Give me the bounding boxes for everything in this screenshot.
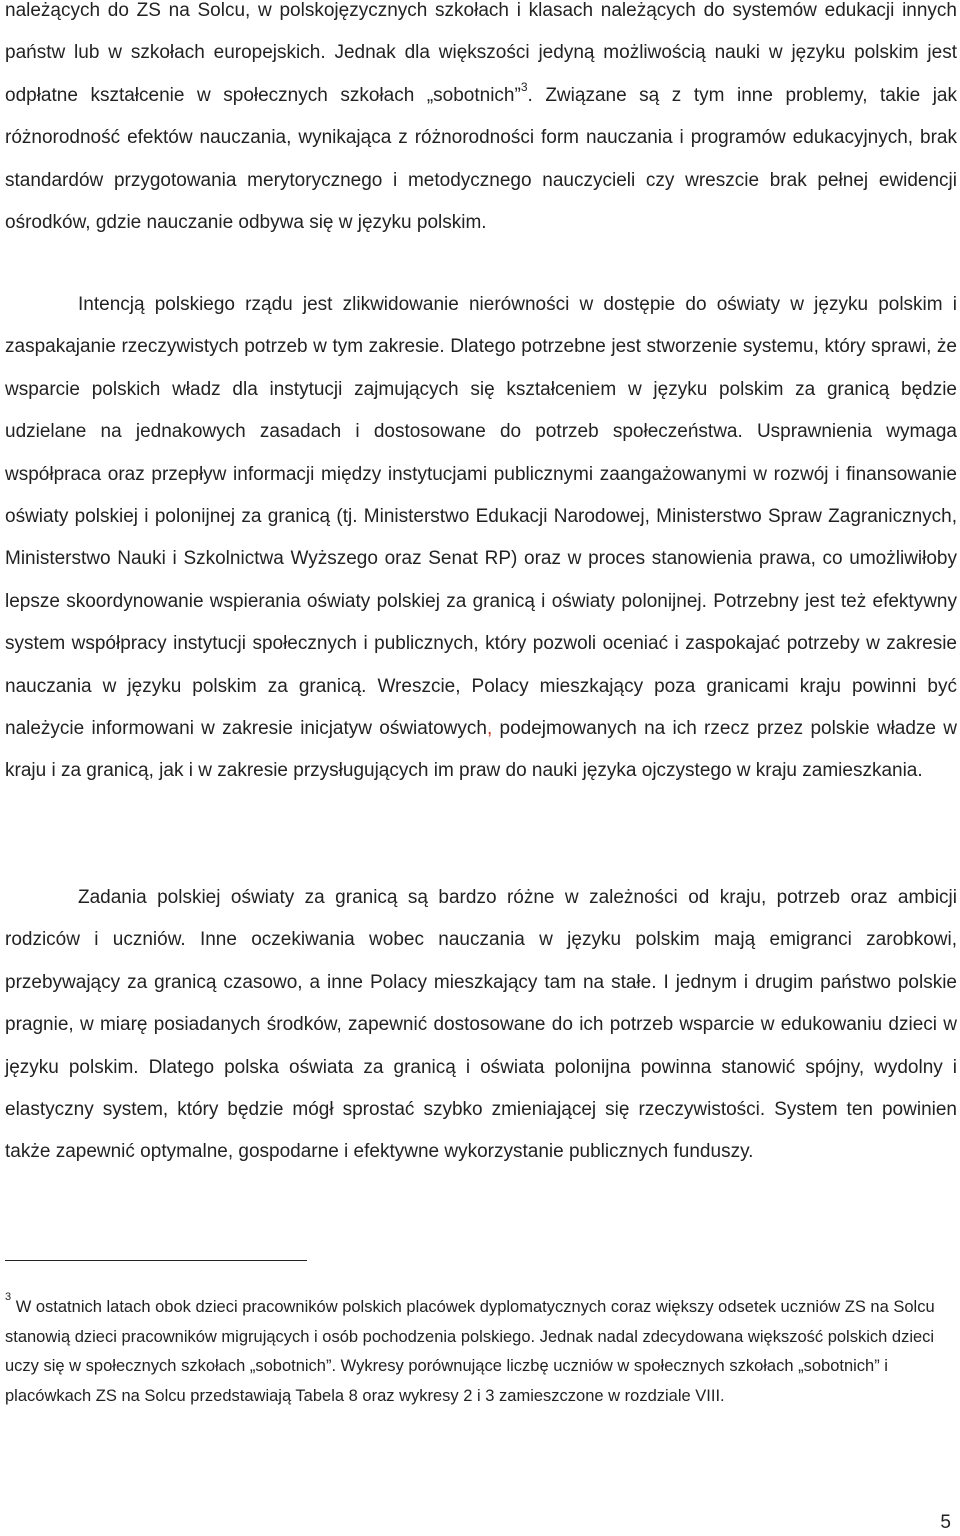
- paragraph-2: [5, 284, 957, 793]
- paragraph-3: Zadania polskiej oświaty za granicą są bardzo różne w zależności od kraju, potrzeb oraz ambicji rodziców i uczniów. Inne oczekiwania wobec nauczania w języku polskim mają emigranci zarobkowi, przebywający za granicą czasowo, a inne Polacy mieszkający tam na stałe. I jednym i drugim państwo polskie pragnie, w miarę posiadanych środków, zapewnić dostosowane do ich potrzeb wsparcie w edukowaniu dzieci w języku polskim. Dlatego polska oświata za granicą i oświata polonijna powinna stanowić spójny, wydolny i elastyczny system, który będzie mógł sprostać szybko zmieniającej się rzeczywistości. System ten powinien także zapewnić optymalne, gospodarne i efektywne wykorzystanie publicznych funduszy.: [5, 887, 957, 1163]
- paragraph-1-text-b: . Związane są z tym inne problemy, takie jak różnorodność efektów nauczania, wynikająca z różnorodności form nauczania i programów edukacyjnych, brak standardów przygotowania merytorycznego i metodycznego nauczycieli czy wreszcie brak pełnej ewidencji ośrodków, gdzie nauczanie odbywa się w języku polskim.: [5, 84, 957, 234]
- highlighted-comma: ,: [486, 718, 493, 740]
- paragraph-1: [5, 0, 957, 244]
- footnote: [5, 1290, 957, 1411]
- footnote-text: W ostatnich latach obok dzieci pracowników polskich placówek dyplomatycznych coraz większy odsetek uczniów ZS na Solcu stanowią dzieci pracowników migrujących i osób pochodzenia polskiego. Jednak nadal zdecydowana większość polskich dzieci uczy się w społecznych szkołach „sobotnich”. Wykresy porównujące liczbę uczniów w społecznych szkołach „sobotnich” i placówkach ZS na Solcu przedstawiają Tabela 8 oraz wykresy 2 i 3 zamieszczone w rozdziale VIII.: [5, 1298, 935, 1405]
- footnote-separator: [5, 1260, 307, 1261]
- page-number: 5: [940, 1512, 951, 1533]
- footnote-marker: 3: [5, 1290, 12, 1303]
- paragraph-2-text-a: Intencją polskiego rządu jest zlikwidowanie nierówności w dostępie do oświaty w języku polskim i zaspakajanie rzeczywistych potrzeb w tym zakresie. Dlatego potrzebne jest stworzenie systemu, który sprawi, że wsparcie polskich władz dla instytucji zajmujących się kształceniem w języku polskim za granicą będzie udzielane na jednakowych zasadach i dostosowane do potrzeb społeczeństwa. Usprawnienia wymaga współpraca oraz przepływ informacji między instytucjami publicznymi zaangażowanymi w rozwój i finansowanie oświaty polskiej i polonijnej za granicą (tj. Ministerstwo Edukacji Narodowej, Ministerstwo Spraw Zagranicznych, Ministerstwo Nauki i Szkolnictwa Wyższego oraz Senat RP) oraz w proces stanowienia prawa, co umożliwiłoby lepsze skoordynowanie wspierania oświaty polskiej za granicą i oświaty polonijnej. Potrzebny jest też efektywny system współpracy instytucji społecznych i publicznych, który pozwoli oceniać i zaspokajać potrzeby w zakresie nauczania w języku polskim za granicą. Wreszcie, Polacy mieszkający poza granicami kraju powinni być należycie informowani w zakresie inicjatyw oświatowych: [5, 294, 957, 740]
- paragraph-1-text-a: należących do ZS na Solcu, w polskojęzycznych szkołach i klasach należących do systemów edukacji innych państw lub w szkołach europejskich. Jednak dla większości jedyną możliwością nauki w języku polskim jest odpłatne kształcenie w społecznych szkołach „sobotnich”: [5, 0, 957, 106]
- footnote-reference[interactable]: 3: [520, 80, 528, 95]
- paragraph-2-text-b: podejmowanych na ich rzecz przez polskie władze w kraju i za granicą, jak i w zakresie przysługujących im praw do nauki języka ojczystego w kraju zamieszkania.: [5, 718, 957, 782]
